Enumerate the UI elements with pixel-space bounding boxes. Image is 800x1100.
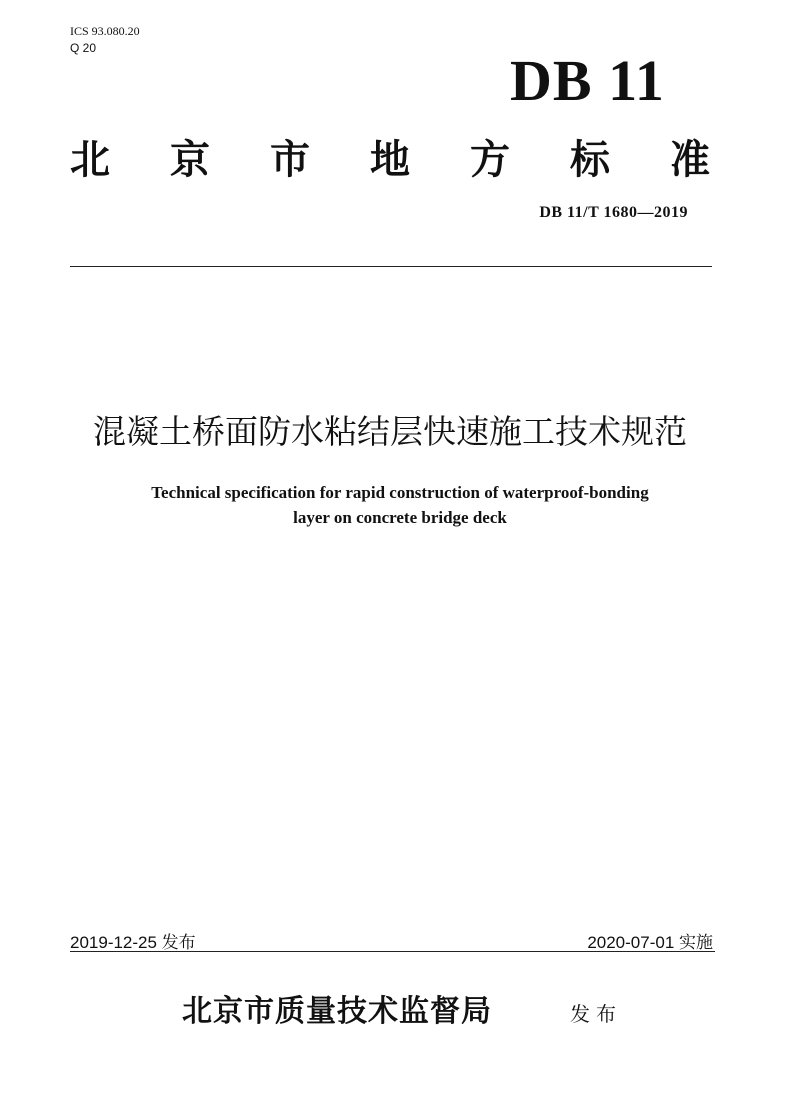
standard-type-char: 京 (170, 136, 210, 183)
db-mark: DB 11 (510, 48, 665, 113)
publisher-name: 北京市质量技术监督局 (182, 994, 492, 1029)
standard-type-heading (70, 136, 710, 183)
publish-label: 发布 (570, 1002, 622, 1026)
top-divider (70, 266, 712, 267)
standard-type-char: 标 (570, 136, 610, 183)
bottom-divider (70, 951, 715, 952)
effective-date: 2020-07-01 实施 (587, 933, 713, 952)
ics-code: ICS 93.080.20 (70, 24, 140, 38)
title-english (0, 481, 800, 530)
standard-type-char: 地 (370, 136, 410, 183)
ccs-code: Q 20 (70, 41, 97, 55)
standard-number: DB 11/T 1680—2019 (539, 204, 688, 221)
title-english-line-1: Technical specification for rapid construction of waterproof-bonding (151, 483, 649, 502)
standard-type-char: 准 (670, 136, 710, 183)
standard-type-char: 市 (270, 136, 310, 183)
standard-type-char: 方 (470, 136, 510, 183)
title-english-line-2: layer on concrete bridge deck (293, 507, 507, 527)
title-chinese: 混凝土桥面防水粘结层快速施工技术规范 (93, 412, 687, 451)
issue-date: 2019-12-25 发布 (70, 933, 196, 952)
standard-type-char: 北 (70, 136, 110, 183)
